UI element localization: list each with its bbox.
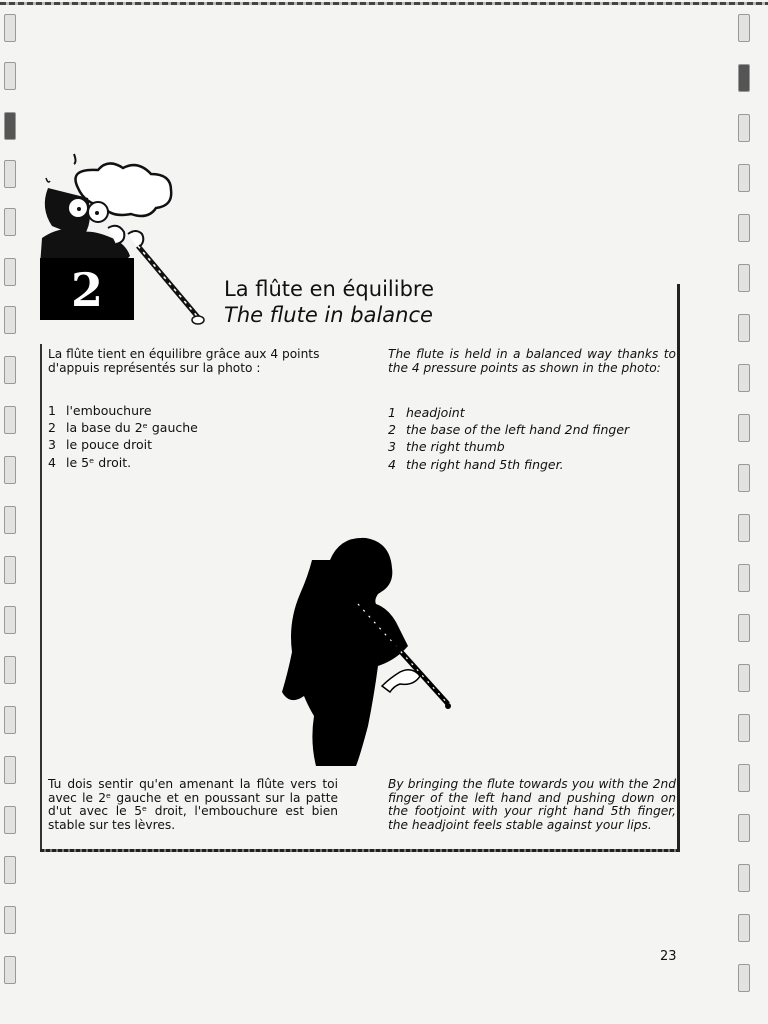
page-top-rule (0, 2, 768, 5)
frame-bottom-border (40, 849, 680, 852)
points-list-french (48, 402, 198, 471)
intro-english: The flute is held in a balanced way thanks to the 4 pressure points as shown in the photo: (388, 347, 676, 375)
bottom-text-french: Tu dois sentir qu'en amenant la flûte vers toi avec le 2ᵉ gauche et en poussant sur la patte d'ut avec le 5ᵉ droit, l'embouchure est bien stable sur tes lèvres. (48, 777, 338, 832)
list-item: 2 la base du 2ᵉ gauche (48, 420, 198, 436)
page-number: 23 (660, 949, 677, 964)
frame-right-border (677, 284, 680, 852)
intro-french: La flûte tient en équilibre grâce aux 4 points d'appuis représentés sur la photo : (48, 347, 320, 375)
list-item: 3 le pouce droit (48, 437, 152, 453)
binder-holes-right (738, 0, 762, 1024)
bottom-text-english: By bringing the flute towards you with the 2nd finger of the left hand and pushing down on the footjoint with your right hand 5th finger, the headjoint feels stable against your lips. (388, 777, 676, 832)
list-item: 1 l'embouchure (48, 403, 152, 418)
list-item: 4 le 5ᵉ droit. (48, 454, 132, 470)
title-english: The flute in balance (224, 303, 433, 327)
points-list-english (388, 404, 629, 473)
title-french: La flûte en équilibre (224, 277, 434, 301)
chapter-number: 2 (70, 263, 103, 317)
list-item: 3 the right thumb (388, 439, 505, 455)
list-item: 2 the base of the left hand 2nd finger (388, 422, 630, 438)
flutist-silhouette-photo (270, 530, 470, 770)
list-item: 4 the right hand 5th finger. (388, 456, 564, 472)
list-item: 1 headjoint (388, 405, 465, 420)
binder-holes-left (4, 0, 28, 1024)
frame-left-border (40, 344, 42, 852)
